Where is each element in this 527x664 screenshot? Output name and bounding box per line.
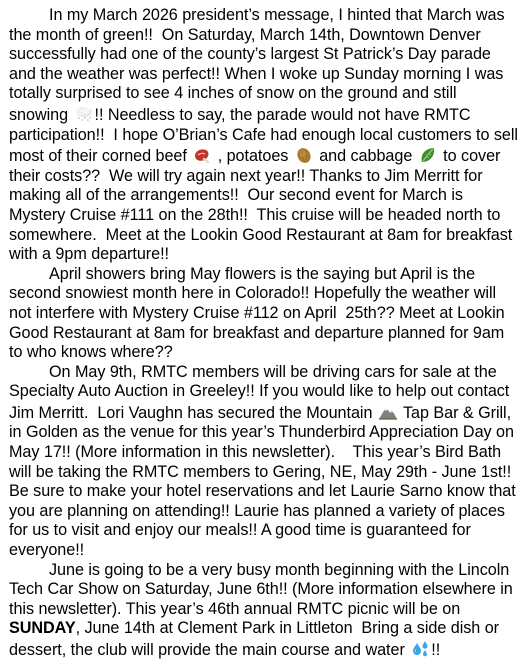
text-run: , June 14th at Clement Park in Littleton Bring a side dish or dessert, the club will provide the main course and water xyxy=(9,619,504,659)
mountain-icon xyxy=(378,402,398,422)
text-run: April showers bring May flowers is the saying but April is the second snowiest month here in Colorado!! Hopefully the weather will not interfere with Mystery Cruise #112 on April 25th?? Meet at Lookin Good Restaurant at 8am for breakfast and departure planned for 9am to who knows where?? xyxy=(9,264,510,362)
text-run: Tap Bar & Grill, in Golden as the venue for this year’s Thunderbird Appreciation Day on May 17!! (More information in this newsletter). This year’s Bird Bath will be taking the RMTC members to Gering, NE, May 29th - June 1st!! Be sure to make your hotel reservations and let Laurie Sarno know that you are planning on attending!! Laurie has planned a variety of places for us to visit and enjoy our meals!! A good time is guaranteed for everyone!! xyxy=(9,403,521,560)
water-droplets-icon xyxy=(410,639,430,659)
text-run: , potatoes xyxy=(213,147,293,166)
paragraph xyxy=(9,363,520,561)
bold-text: SUNDAY xyxy=(9,619,76,638)
text-run: to cover their costs?? We will try again next year!! Thanks to Jim Merritt for making all of the arrangements!! Our second event for March is Mystery Cruise #111 on the 28th!! This cruise will be headed north to somewhere. Meet at the Lookin Good Restaurant at 8am for breakfast with a 9pm departure!! xyxy=(9,147,517,264)
paragraph xyxy=(9,6,523,265)
text-run: On May 9th, RMTC members will be driving cars for sale at the Specialty Auto Auction in Greeley!! If you would like to help out contact Jim Merritt. Lori Vaughn has secured the Mountain xyxy=(9,362,514,422)
text-run: !! Needless to say, the parade would not have RMTC participation!! I hope O’Brian’s Cafe had enough local customers to sell most of their corned beef xyxy=(9,105,523,166)
meat-icon xyxy=(192,145,212,165)
potato-icon xyxy=(294,145,314,165)
paragraph xyxy=(9,265,520,363)
text-run: June is going to be a very busy month beginning with the Lincoln Tech Car Show on Saturday, June 6th!! (More information elsewhere in this newsletter). This year’s 46th annual RMTC picnic will be on xyxy=(9,560,518,618)
leafy-green-icon xyxy=(418,145,438,165)
text-run: and cabbage xyxy=(314,147,417,166)
paragraph xyxy=(9,561,520,661)
snow-cloud-icon xyxy=(74,104,94,124)
text-run: In my March 2026 president’s message, I hinted that March was the month of green!! On Saturday, March 14th, Downtown Denver successfully had one of the county’s largest St Patrick’s Day parade and the weather was perfect!! When I woke up Sunday morning I was totally surprised to see 4 inches of snow on the ground and still snowing xyxy=(9,6,509,124)
text-run: !! xyxy=(431,641,441,659)
